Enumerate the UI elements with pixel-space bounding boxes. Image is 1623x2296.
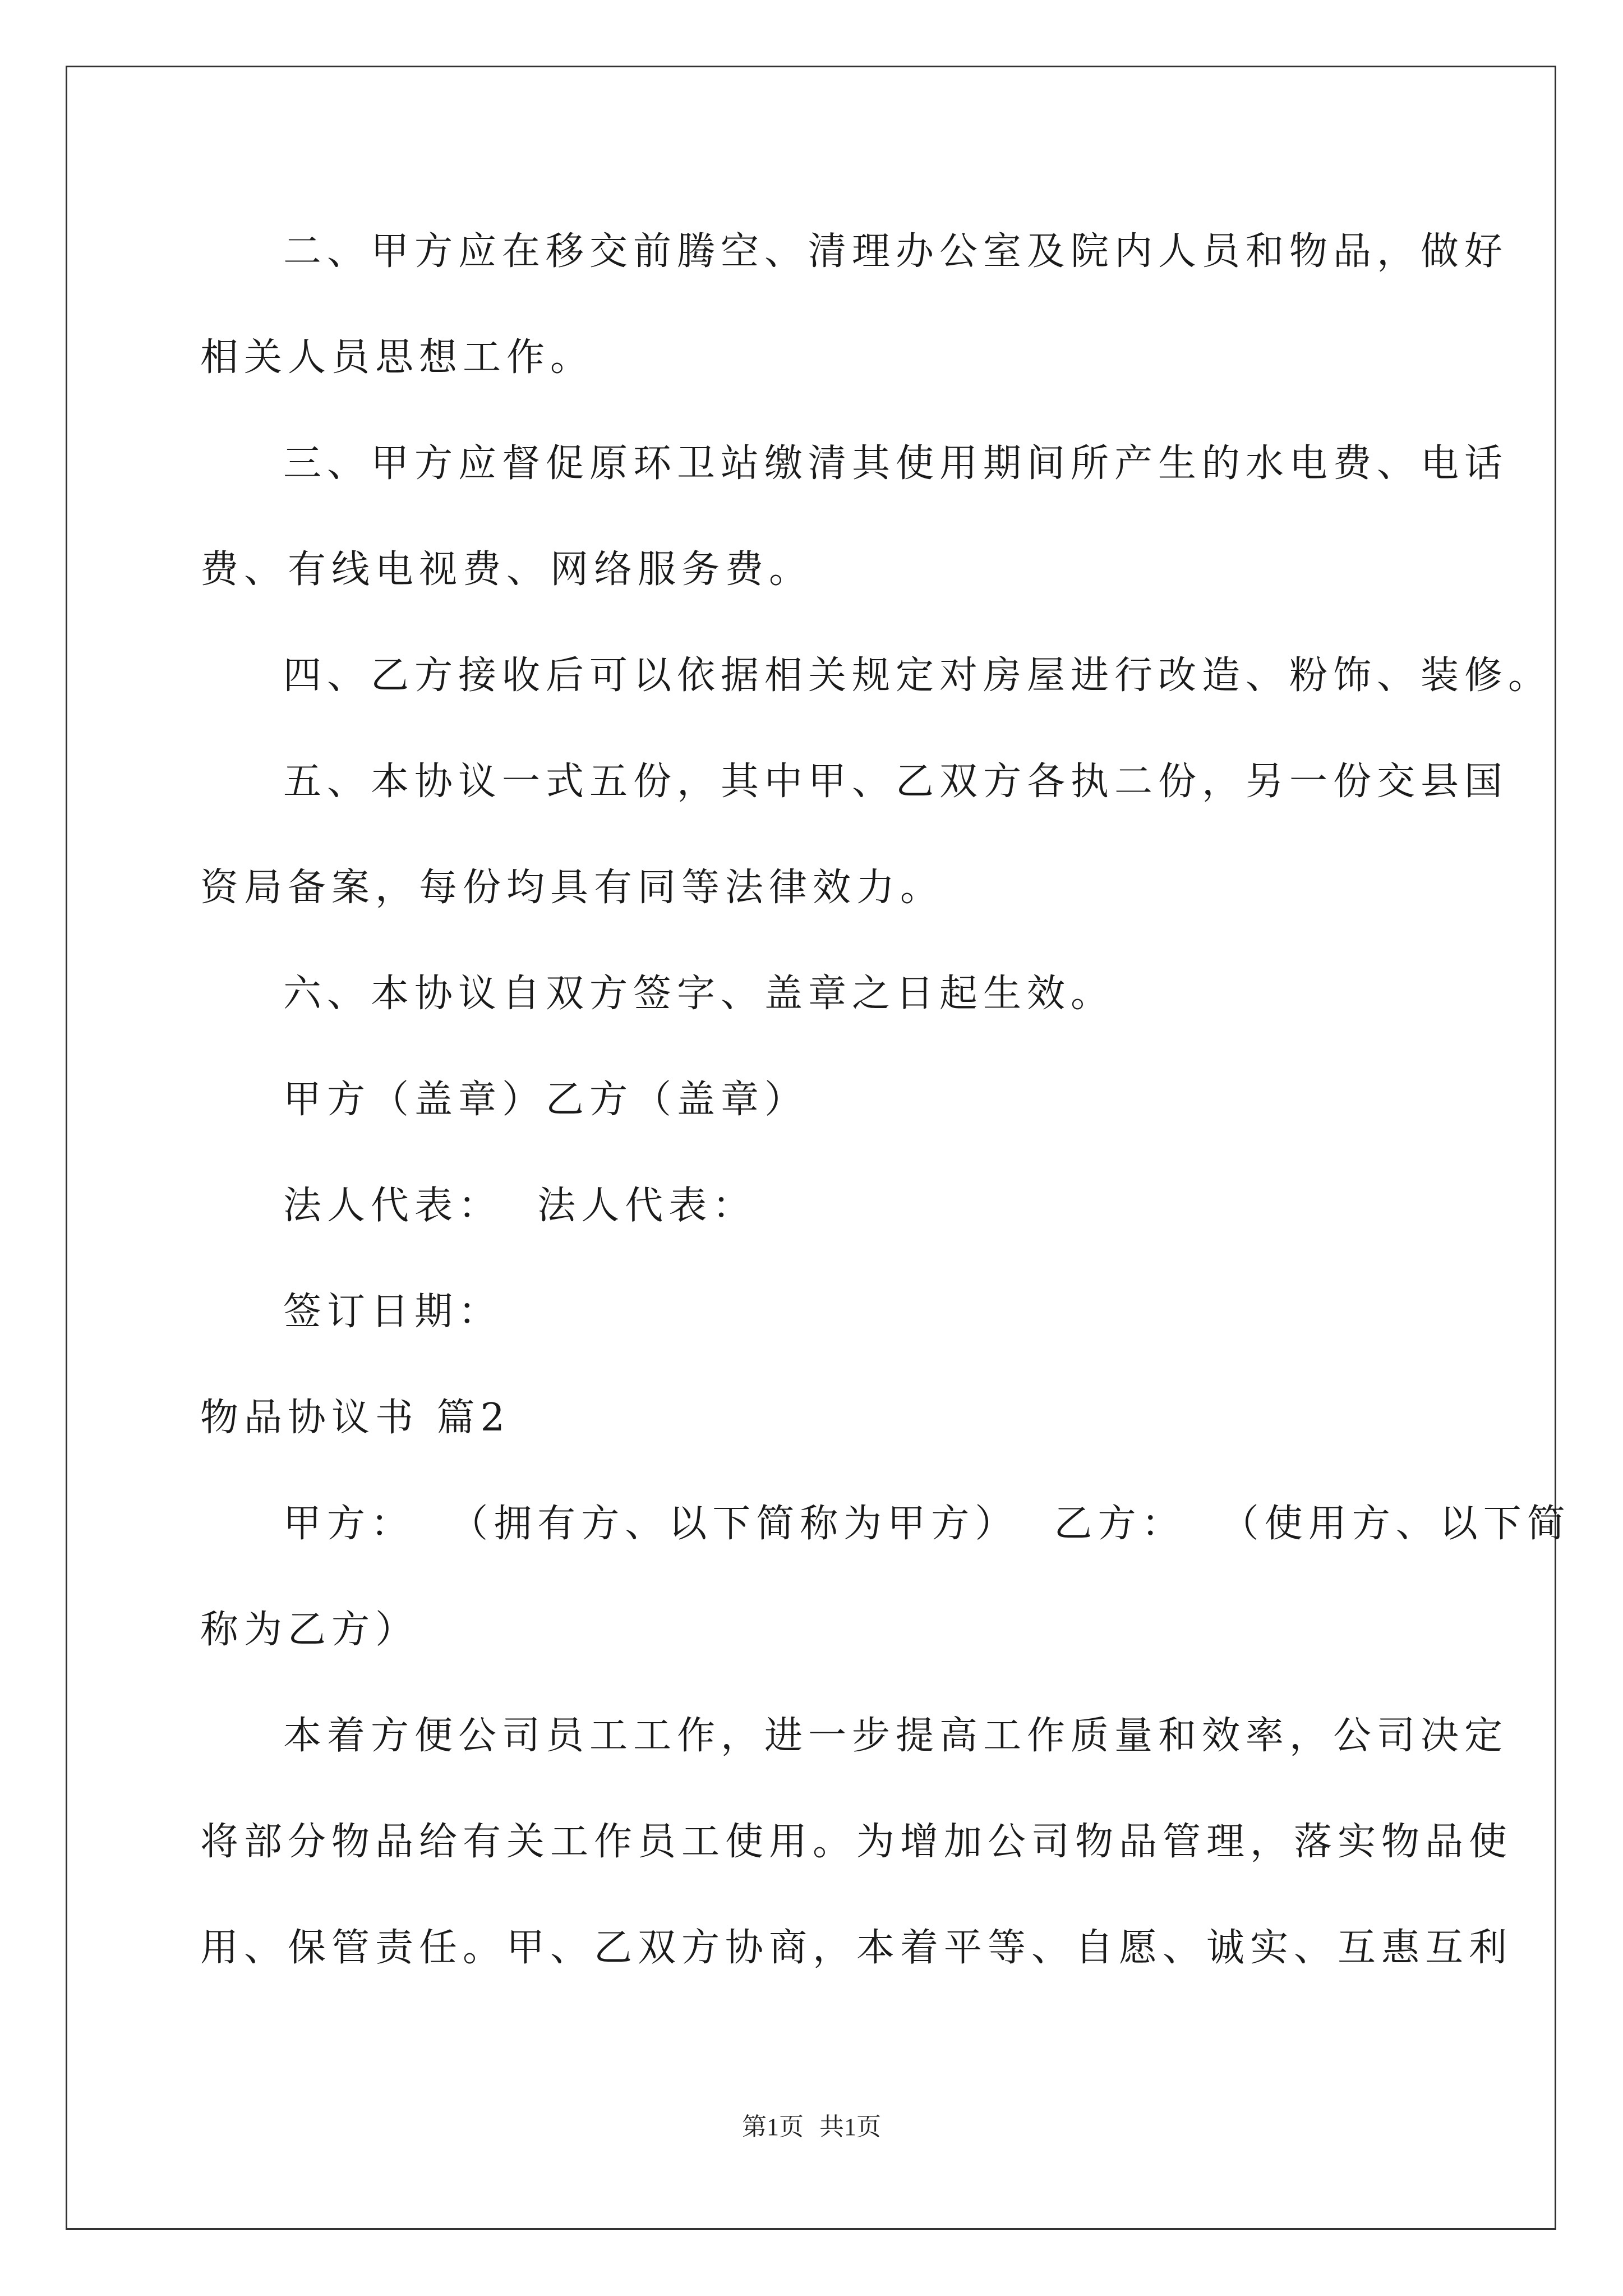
seal-line (200, 1047, 1434, 1153)
clause-four (200, 623, 1552, 729)
clause-five (200, 729, 1509, 941)
clause-six (200, 941, 1434, 1047)
intro-line-1: 本着方便公司员工工作，进一步提高工作质量和效率，公司决定 (283, 1714, 1509, 1758)
intro-line-3: 用、保管责任。甲、乙双方协商，本着平等、自愿、诚实、互惠互利 (200, 1926, 1513, 1970)
intro-line-2: 将部分物品给有关工作员工使用。为增加公司物品管理，落实物品使 (200, 1820, 1513, 1864)
clause-five-line-2: 资局备案，每份均具有同等法律效力。 (200, 866, 944, 910)
parties-line-2: 称为乙方） (200, 1608, 419, 1652)
signing-date-text: 签订日期： (283, 1290, 502, 1334)
clause-three (200, 411, 1509, 623)
clause-two (200, 199, 1509, 411)
section-heading (200, 1365, 1434, 1471)
clause-two-line-1: 二、甲方应在移交前腾空、清理办公室及院内人员和物品，做好 (283, 229, 1509, 274)
section-heading-text: 物品协议书 篇2 (200, 1396, 510, 1440)
legal-representative-text: 法人代表： 法人代表： (283, 1184, 757, 1228)
seal-line-text: 甲方（盖章）乙方（盖章） (283, 1078, 809, 1122)
parties-paragraph (200, 1471, 1571, 1683)
legal-representative-line (200, 1153, 1434, 1259)
clause-five-line-1: 五、本协议一式五份，其中甲、乙双方各执二份，另一份交县国 (283, 760, 1509, 804)
clause-six-line-1: 六、本协议自双方签字、盖章之日起生效。 (283, 972, 1115, 1016)
page-number-total: 共1页 (819, 2113, 881, 2141)
clause-two-line-2: 相关人员思想工作。 (200, 335, 594, 380)
clause-four-line-1: 四、乙方接收后可以依据相关规定对房屋进行改造、粉饰、装修。 (283, 654, 1552, 698)
intro-paragraph (200, 1683, 1513, 2001)
signing-date-line (200, 1259, 1434, 1365)
clause-three-line-2: 费、有线电视费、网络服务费。 (200, 547, 813, 592)
clause-three-line-1: 三、甲方应督促原环卫站缴清其使用期间所产生的水电费、电话 (283, 441, 1509, 486)
page-footer (0, 2110, 1623, 2144)
page-number-current: 第1页 (742, 2113, 804, 2141)
parties-line-1: 甲方： （拥有方、以下简称为甲方） 乙方： （使用方、以下简 (283, 1502, 1571, 1546)
